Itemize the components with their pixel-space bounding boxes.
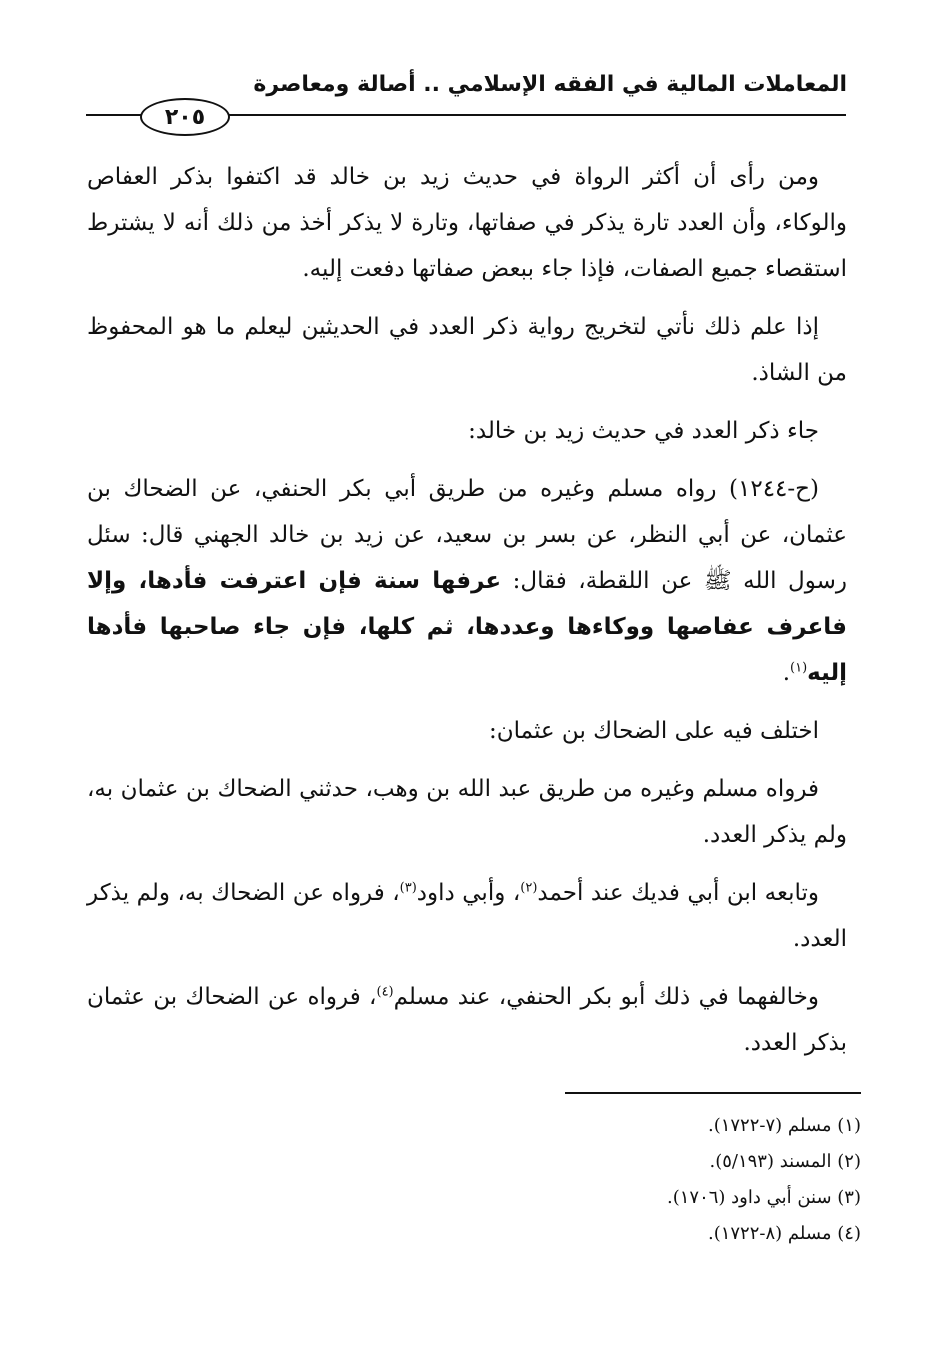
hadith-text: عرفها سنة فإن اعترفت فأدها، وإلا فاعرف عفاصها ووكاءها وعددها، ثم كلها، فإن جاء صاحبها فأدها إليه [87,568,847,686]
footnote-ref-4: (٤) [376,984,394,1000]
footnote-2: (٢) المسند (٥/١٩٣). [709,1151,861,1172]
paragraph-1: ومن رأى أن أكثر الرواة في حديث زيد بن خالد قد اكتفوا بذكر العفاص والوكاء، وأن العدد تارة يذكر في صفاتها، وتارة لا يذكر أخذ من ذلك أنه لا يشترط استقصاء جميع الصفات، فإذا جاء ببعض صفاتها دفعت إليه. [87,164,847,282]
footnote-ref-2: (٢) [520,880,538,896]
paragraph-end: . [782,660,790,686]
paragraph-2: إذا علم ذلك نأتي لتخريج رواية ذكر العدد في الحديثين ليعلم ما هو المحفوظ من الشاذ. [87,314,847,386]
paragraph-8-part-a: وخالفهما في ذلك أبو بكر الحنفي، عند مسلم [393,984,820,1010]
paragraph-6: فرواه مسلم وغيره من طريق عبد الله بن وهب، حدثني الضحاك بن عثمان به، ولم يذكر العدد. [87,776,847,848]
footnotes [461,1108,861,1252]
footnote-3: (٣) سنن أبي داود (١٧٠٦). [666,1187,861,1208]
paragraph-8-part-b: ، فرواه عن الضحاك بن عثمان بذكر العدد. [87,984,847,1056]
paragraph-4 [87,466,847,696]
paragraph-7-part-b: ، وأبي داود [416,880,521,906]
hadith-intro: (ح-١٢٤٤) رواه مسلم وغيره من طريق أبي بكر الحنفي، عن الضحاك بن عثمان، عن أبي النظر، عن بسر بن سعيد، عن زيد بن خالد الجهني قال: سئل رسول الله ﷺ عن اللقطة، فقال: [87,476,848,594]
footnote-4: (٤) مسلم (٨-١٧٢٢). [707,1223,861,1244]
footnote-1: (١) مسلم (٧-١٧٢٢). [707,1115,861,1136]
page-number: ٢٠٥ [140,98,230,136]
body-text [87,154,847,1078]
running-header: المعاملات المالية في الفقه الإسلامي .. أصالة ومعاصرة [253,72,847,97]
paragraph-8 [87,974,847,1066]
paragraph-7 [87,870,847,962]
paragraph-3: جاء ذكر العدد في حديث زيد بن خالد: [468,418,819,444]
paragraph-7-part-a: وتابعه ابن أبي فديك عند أحمد [537,880,819,906]
footnote-separator [565,1092,861,1094]
paragraph-5: اختلف فيه على الضحاك بن عثمان: [489,718,819,744]
footnote-ref-1: (١) [790,660,808,676]
footnote-ref-3: (٣) [399,880,417,896]
paragraph-7-part-c: ، فرواه عن الضحاك به، ولم يذكر العدد. [87,880,847,952]
